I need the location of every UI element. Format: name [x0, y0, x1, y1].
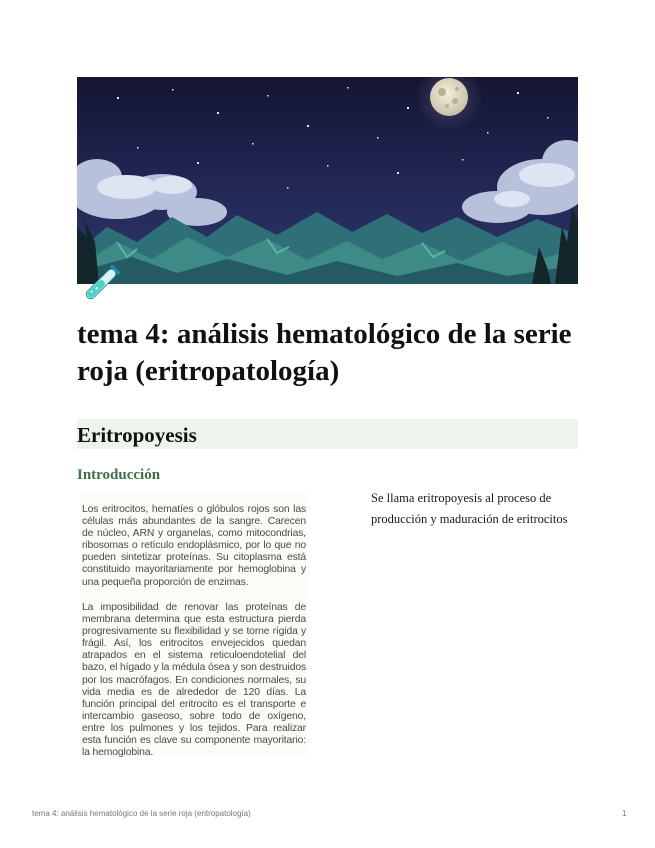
footer-title: tema 4: análisis hematológico de la serie roja (eritropatología): [32, 809, 251, 818]
scan-paragraph-2: La imposibilidad de renovar las proteínas de membrana determina que esta estructura pierda progresivamente su flexibilidad y se torne rígida y frágil. Así, los eritrocitos envejecidos quedan atrapados en el sistema reticuloendotelial del bazo, el hígado y la médula ósea y son destruidos por los macrófagos. En condiciones normales, su vida media es de alrededor de 120 días. La función principal del eritrocito es el transporte e intercambio gaseoso, sobre todo de oxígeno, entre los pulmones y los tejidos. Para realizar esta función es clave su componente mayoritario: la hemoglobina.: [82, 602, 306, 759]
definition-text: Se llama eritropoyesis al proceso de producción y maduración de eritrocitos: [371, 491, 568, 526]
page-number: 1: [622, 809, 627, 818]
scanned-text-image: [80, 494, 308, 759]
section-heading: Eritropoyesis: [77, 423, 197, 447]
scan-paragraph-1: Los eritrocitos, hematíes o glóbulos rojos son las células más abundantes de la sangre. Carecen de núcleo, ARN y organelas, como mitocondrias, ribosomas o retículo endoplásmico, por lo que no pueden sintetizar proteínas. Su citoplasma está constituido mayoritariamente por hemoglobina y una pequeña proporción de enzimas.: [82, 504, 306, 588]
page-title: tema 4: análisis hematológico de la serie roja (eritropatología): [77, 318, 572, 387]
test-tube-icon: [80, 262, 122, 306]
cover-image: [77, 77, 578, 284]
night-sky-mountains-illustration: [77, 77, 578, 284]
subsection-heading: Introducción: [77, 467, 161, 483]
